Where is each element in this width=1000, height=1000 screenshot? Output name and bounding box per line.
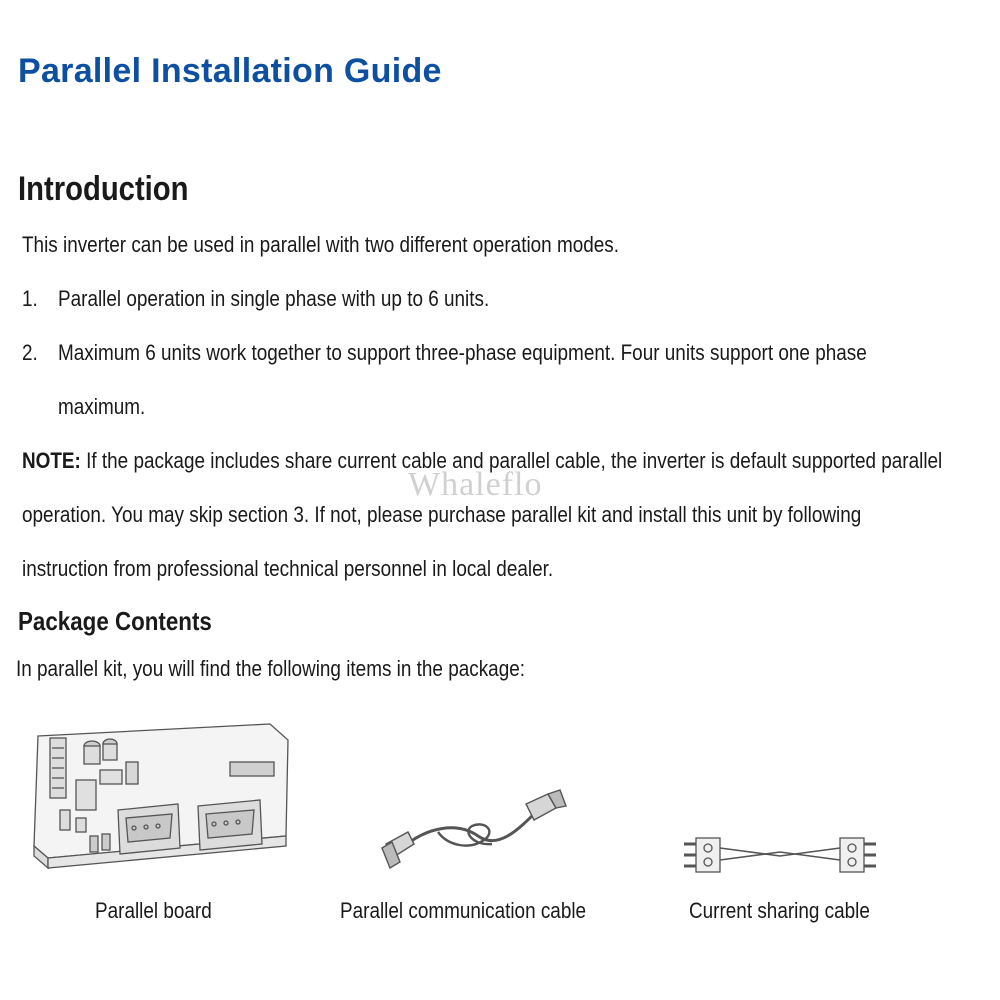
list-item-2: Maximum 6 units work together to support three-phase equipment. Four units support one phase — [58, 340, 867, 365]
package-contents-heading: Package Contents — [18, 606, 212, 636]
list-item-1: Parallel operation in single phase with up to 6 units. — [58, 286, 490, 311]
note-label: NOTE: — [22, 448, 81, 473]
note-text-1: If the package includes share current cable and parallel cable, the inverter is default supported parallel — [80, 448, 943, 473]
sharing-cable-icon — [680, 830, 880, 880]
caption-sharing-cable: Current sharing cable — [689, 898, 870, 923]
list-item-2-continued: maximum. — [58, 394, 146, 419]
caption-parallel-board: Parallel board — [95, 898, 212, 923]
note-line-3: instruction from professional technical personnel in local dealer. — [22, 556, 554, 581]
db9-cable-icon — [378, 786, 568, 886]
list-number-1: 1. — [22, 286, 38, 311]
circuit-board-icon — [30, 718, 292, 878]
list-number-2: 2. — [22, 340, 38, 365]
note-line-2: operation. You may skip section 3. If not, please purchase parallel kit and install this unit by following — [22, 502, 862, 527]
package-lead: In parallel kit, you will find the following items in the package: — [16, 656, 526, 681]
watermark: Whaleflo — [408, 466, 543, 503]
caption-communication-cable: Parallel communication cable — [340, 898, 587, 923]
intro-lead: This inverter can be used in parallel with two different operation modes. — [22, 232, 620, 257]
introduction-heading: Introduction — [18, 170, 189, 208]
page-title: Parallel Installation Guide — [18, 52, 442, 90]
